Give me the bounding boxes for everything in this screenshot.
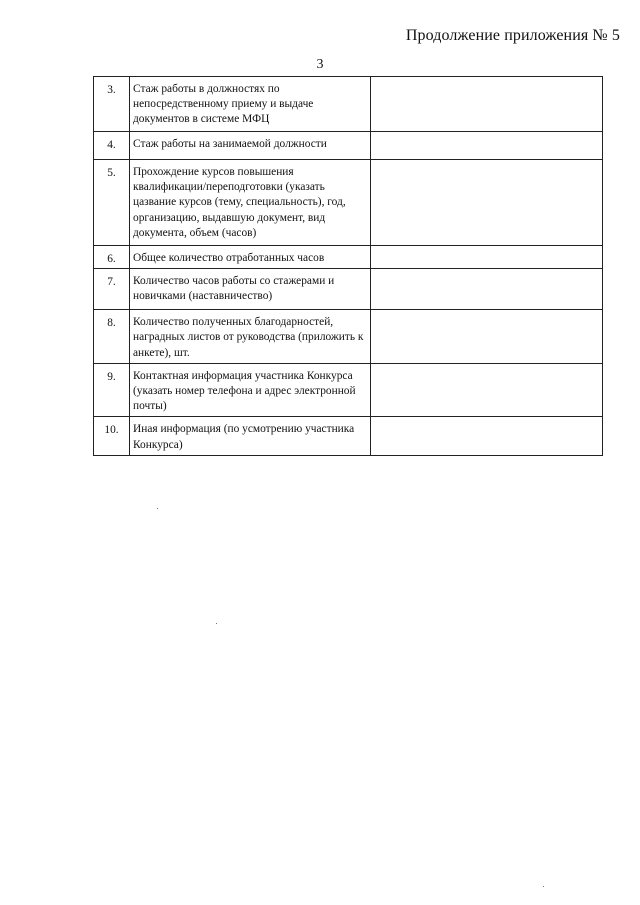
scan-speck bbox=[543, 886, 544, 887]
table-row bbox=[94, 246, 603, 269]
row-label: Прохождение курсов повышения квалификации/переподготовки (указать цазвание курсов (тему, специальность), год, организацию, выдавшую документ, вид документа, объем (часов) bbox=[130, 160, 371, 246]
table-row bbox=[94, 310, 603, 364]
table-row bbox=[94, 363, 603, 417]
table-row bbox=[94, 269, 603, 310]
row-label: Общее количество отработанных часов bbox=[130, 246, 371, 269]
row-label: Иная информация (по усмотрению участника Конкурса) bbox=[130, 417, 371, 455]
row-value-cell[interactable] bbox=[371, 417, 603, 455]
table-row bbox=[94, 77, 603, 132]
appendix-continuation-note: Продолжение приложения № 5 bbox=[405, 27, 620, 44]
row-value-cell[interactable] bbox=[371, 132, 603, 160]
row-value-cell[interactable] bbox=[371, 246, 603, 269]
scan-speck bbox=[157, 508, 158, 509]
row-label: Количество часов работы со стажерами и новичками (наставничество) bbox=[130, 269, 371, 310]
row-number: 7. bbox=[94, 269, 130, 310]
page-number: 3 bbox=[316, 57, 324, 72]
row-label: Количество полученных благодарностей, наградных листов от руководства (приложить к анкете), шт. bbox=[130, 310, 371, 364]
row-value-cell[interactable] bbox=[371, 310, 603, 364]
table-row bbox=[94, 160, 603, 246]
table-row bbox=[94, 417, 603, 455]
row-value-cell[interactable] bbox=[371, 363, 603, 417]
scan-speck bbox=[216, 623, 217, 624]
row-number: 5. bbox=[94, 160, 130, 246]
row-value-cell[interactable] bbox=[371, 160, 603, 246]
row-value-cell[interactable] bbox=[371, 269, 603, 310]
row-value-cell[interactable] bbox=[371, 77, 603, 132]
row-label: Стаж работы в должностях по непосредственному приему и выдаче документов в системе МФЦ bbox=[130, 77, 371, 132]
table-row bbox=[94, 132, 603, 160]
row-number: 9. bbox=[94, 363, 130, 417]
row-label: Стаж работы на занимаемой должности bbox=[130, 132, 371, 160]
questionnaire-table bbox=[93, 76, 603, 456]
row-number: 4. bbox=[94, 132, 130, 160]
row-number: 6. bbox=[94, 246, 130, 269]
row-number: 8. bbox=[94, 310, 130, 364]
row-label: Контактная информация участника Конкурса (указать номер телефона и адрес электронной почты) bbox=[130, 363, 371, 417]
row-number: 3. bbox=[94, 77, 130, 132]
row-number: 10. bbox=[94, 417, 130, 455]
